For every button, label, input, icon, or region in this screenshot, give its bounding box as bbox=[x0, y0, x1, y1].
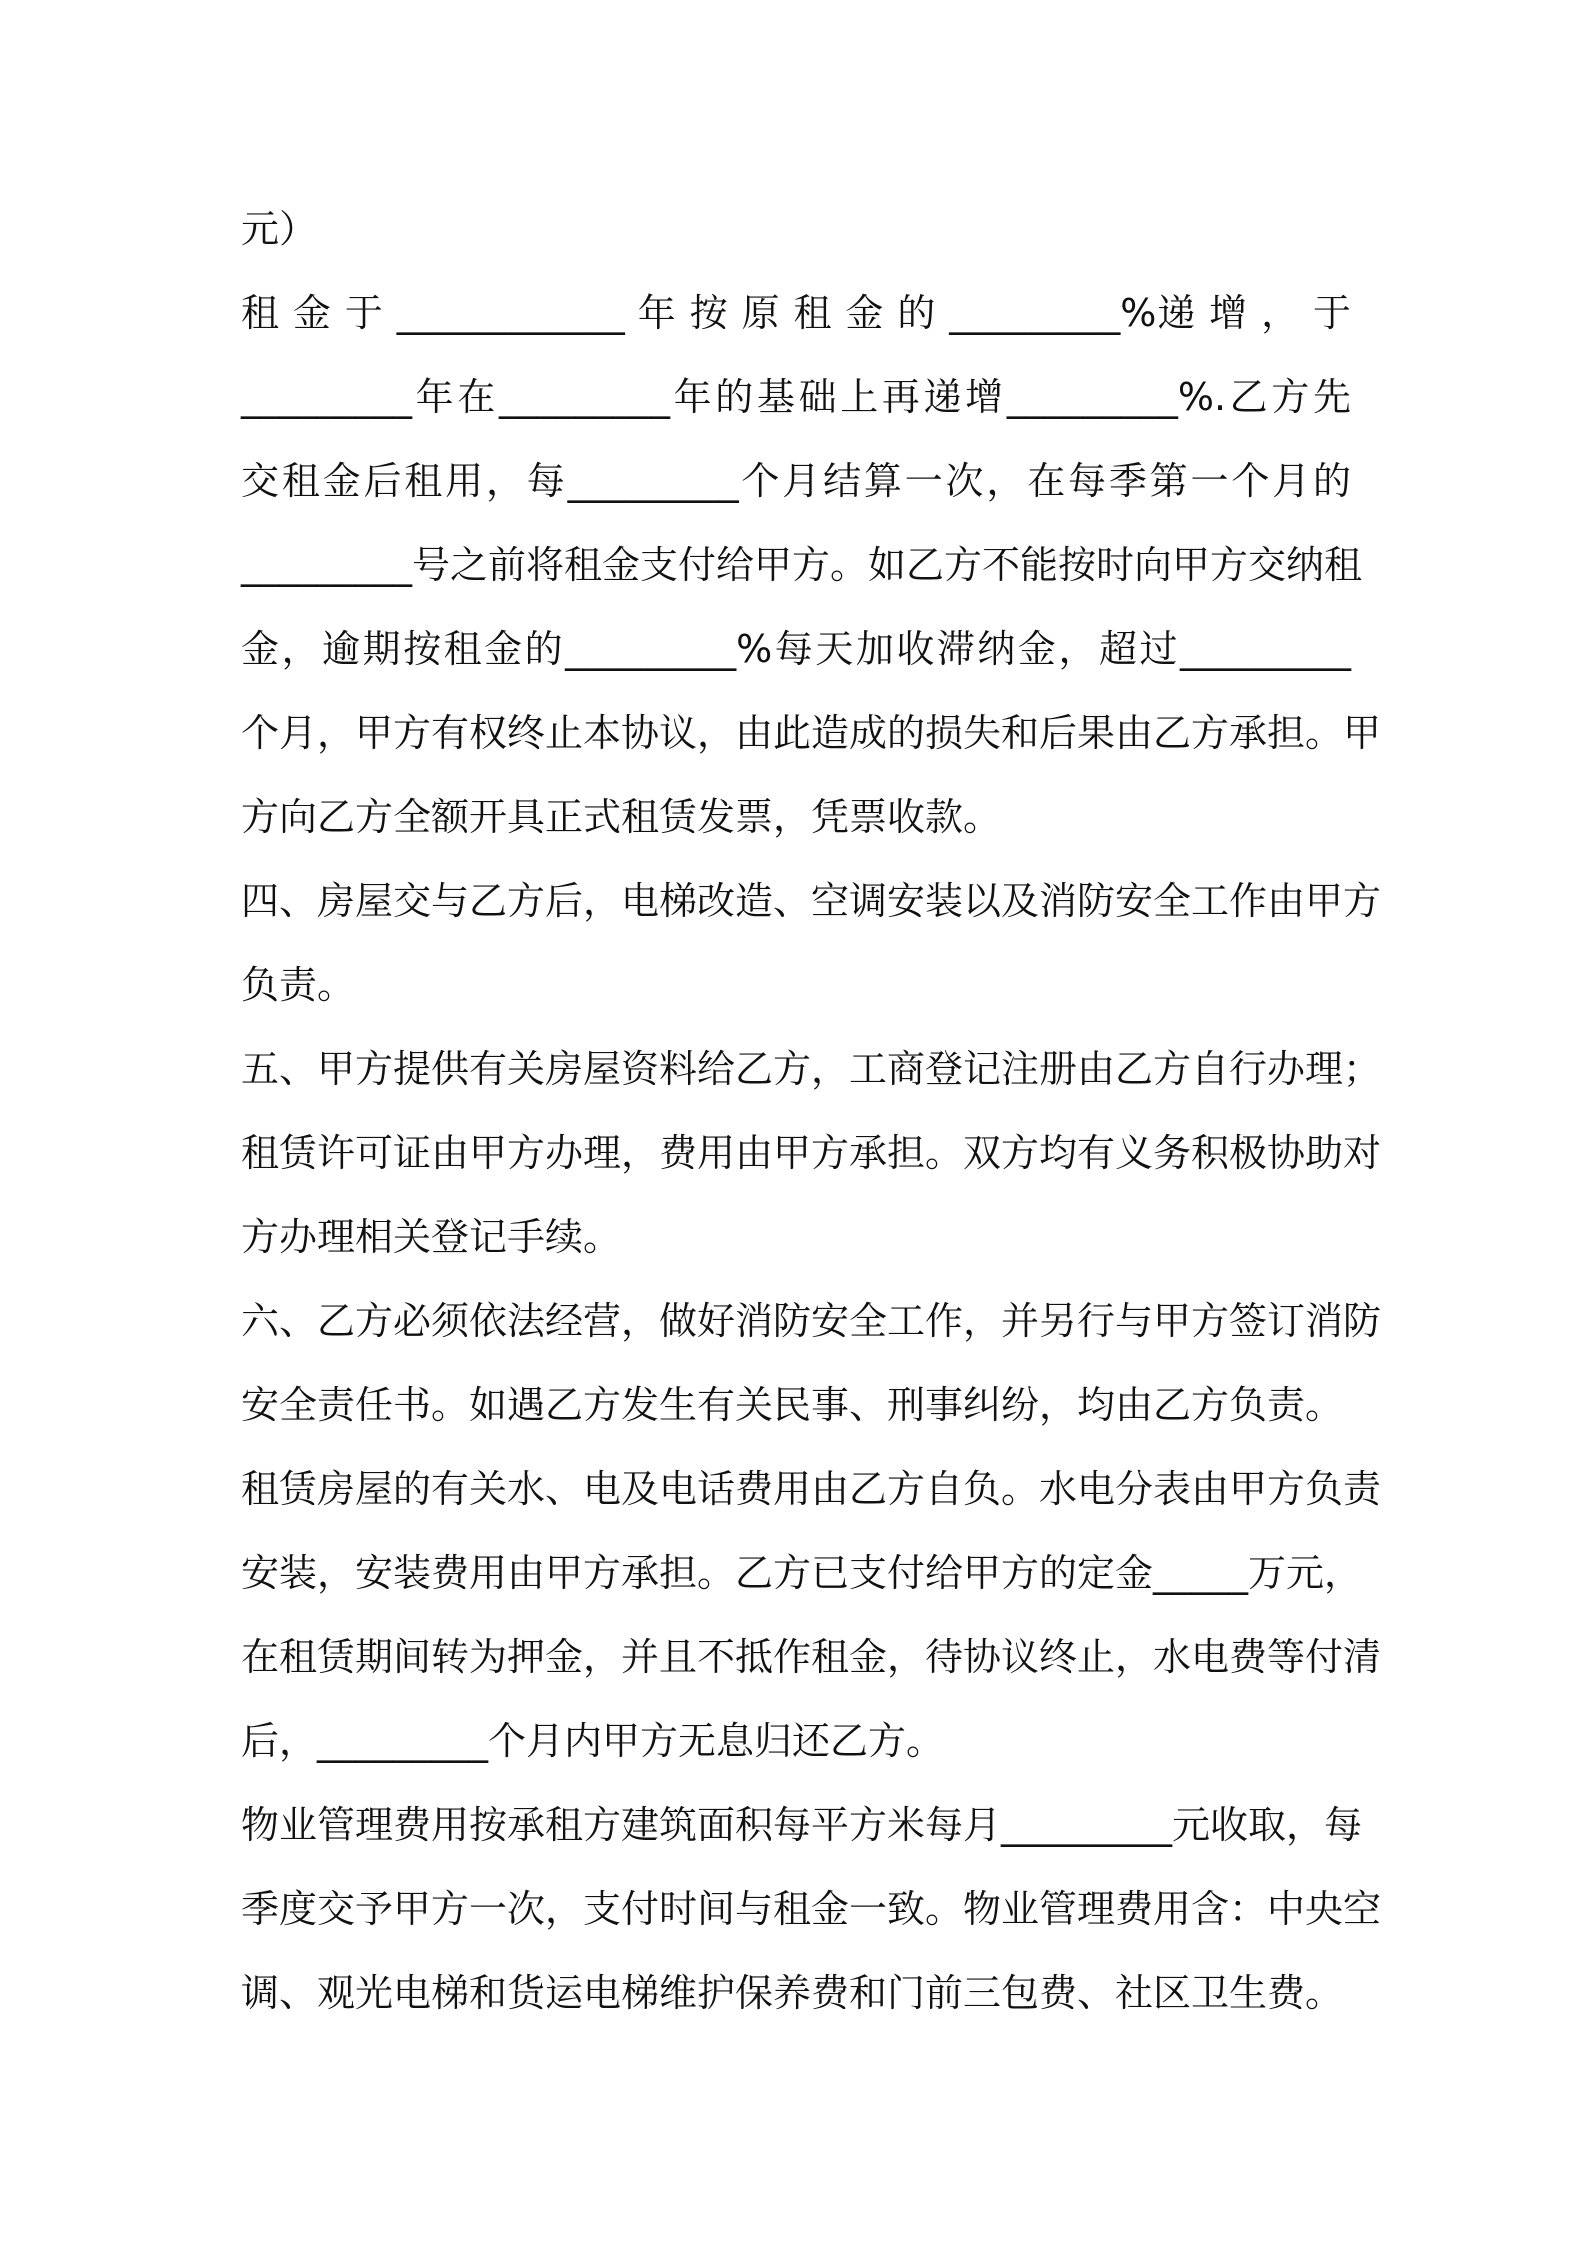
text-line: _________年在_________年的基础上再递增_________%.乙方先 bbox=[241, 375, 1351, 419]
text-line: 方向乙方全额开具正式租赁发票，凭票收款。 bbox=[241, 795, 1002, 839]
text-line: 六、乙方必须依法经营，做好消防安全工作，并另行与甲方签订消防 bbox=[241, 1299, 1382, 1343]
text-line: 五、甲方提供有关房屋资料给乙方，工商登记注册由乙方自行办理； bbox=[241, 1047, 1382, 1091]
text-line: 安装，安装费用由甲方承担。乙方已支付给甲方的定金_____万元， bbox=[241, 1551, 1363, 1595]
text-line: 元） bbox=[241, 207, 318, 251]
text-line: 方办理相关登记手续。 bbox=[241, 1215, 622, 1259]
text-line: 租 金 于 ____________ 年 按 原 租 金 的 _________%递 增 ， 于 bbox=[241, 291, 1351, 335]
text-line: 个月，甲方有权终止本协议，由此造成的损失和后果由乙方承担。甲 bbox=[241, 711, 1382, 755]
text-line: 物业管理费用按承租方建筑面积每平方米每月_________元收取，每 bbox=[241, 1803, 1363, 1847]
text-line: _________号之前将租金支付给甲方。如乙方不能按时向甲方交纳租 bbox=[241, 543, 1363, 587]
text-line: 租赁房屋的有关水、电及电话费用由乙方自负。水电分表由甲方负责 bbox=[241, 1467, 1382, 1511]
text-line: 交租金后租用，每_________个月结算一次，在每季第一个月的 bbox=[241, 459, 1351, 503]
text-line: 季度交予甲方一次，支付时间与租金一致。物业管理费用含：中央空 bbox=[241, 1887, 1382, 1931]
text-line: 在租赁期间转为押金，并且不抵作租金，待协议终止，水电费等付清 bbox=[241, 1635, 1382, 1679]
text-line: 调、观光电梯和货运电梯维护保养费和门前三包费、社区卫生费。 bbox=[241, 1971, 1344, 2015]
text-line: 负责。 bbox=[241, 963, 356, 1007]
text-line: 四、房屋交与乙方后，电梯改造、空调安装以及消防安全工作由甲方 bbox=[241, 879, 1382, 923]
text-line: 安全责任书。如遇乙方发生有关民事、刑事纠纷，均由乙方负责。 bbox=[241, 1383, 1344, 1427]
text-line: 后，_________个月内甲方无息归还乙方。 bbox=[241, 1719, 945, 1763]
text-line: 租赁许可证由甲方办理，费用由甲方承担。双方均有义务积极协助对 bbox=[241, 1131, 1382, 1175]
text-line: 金，逾期按租金的_________%每天加收滞纳金，超过_________ bbox=[241, 627, 1351, 671]
